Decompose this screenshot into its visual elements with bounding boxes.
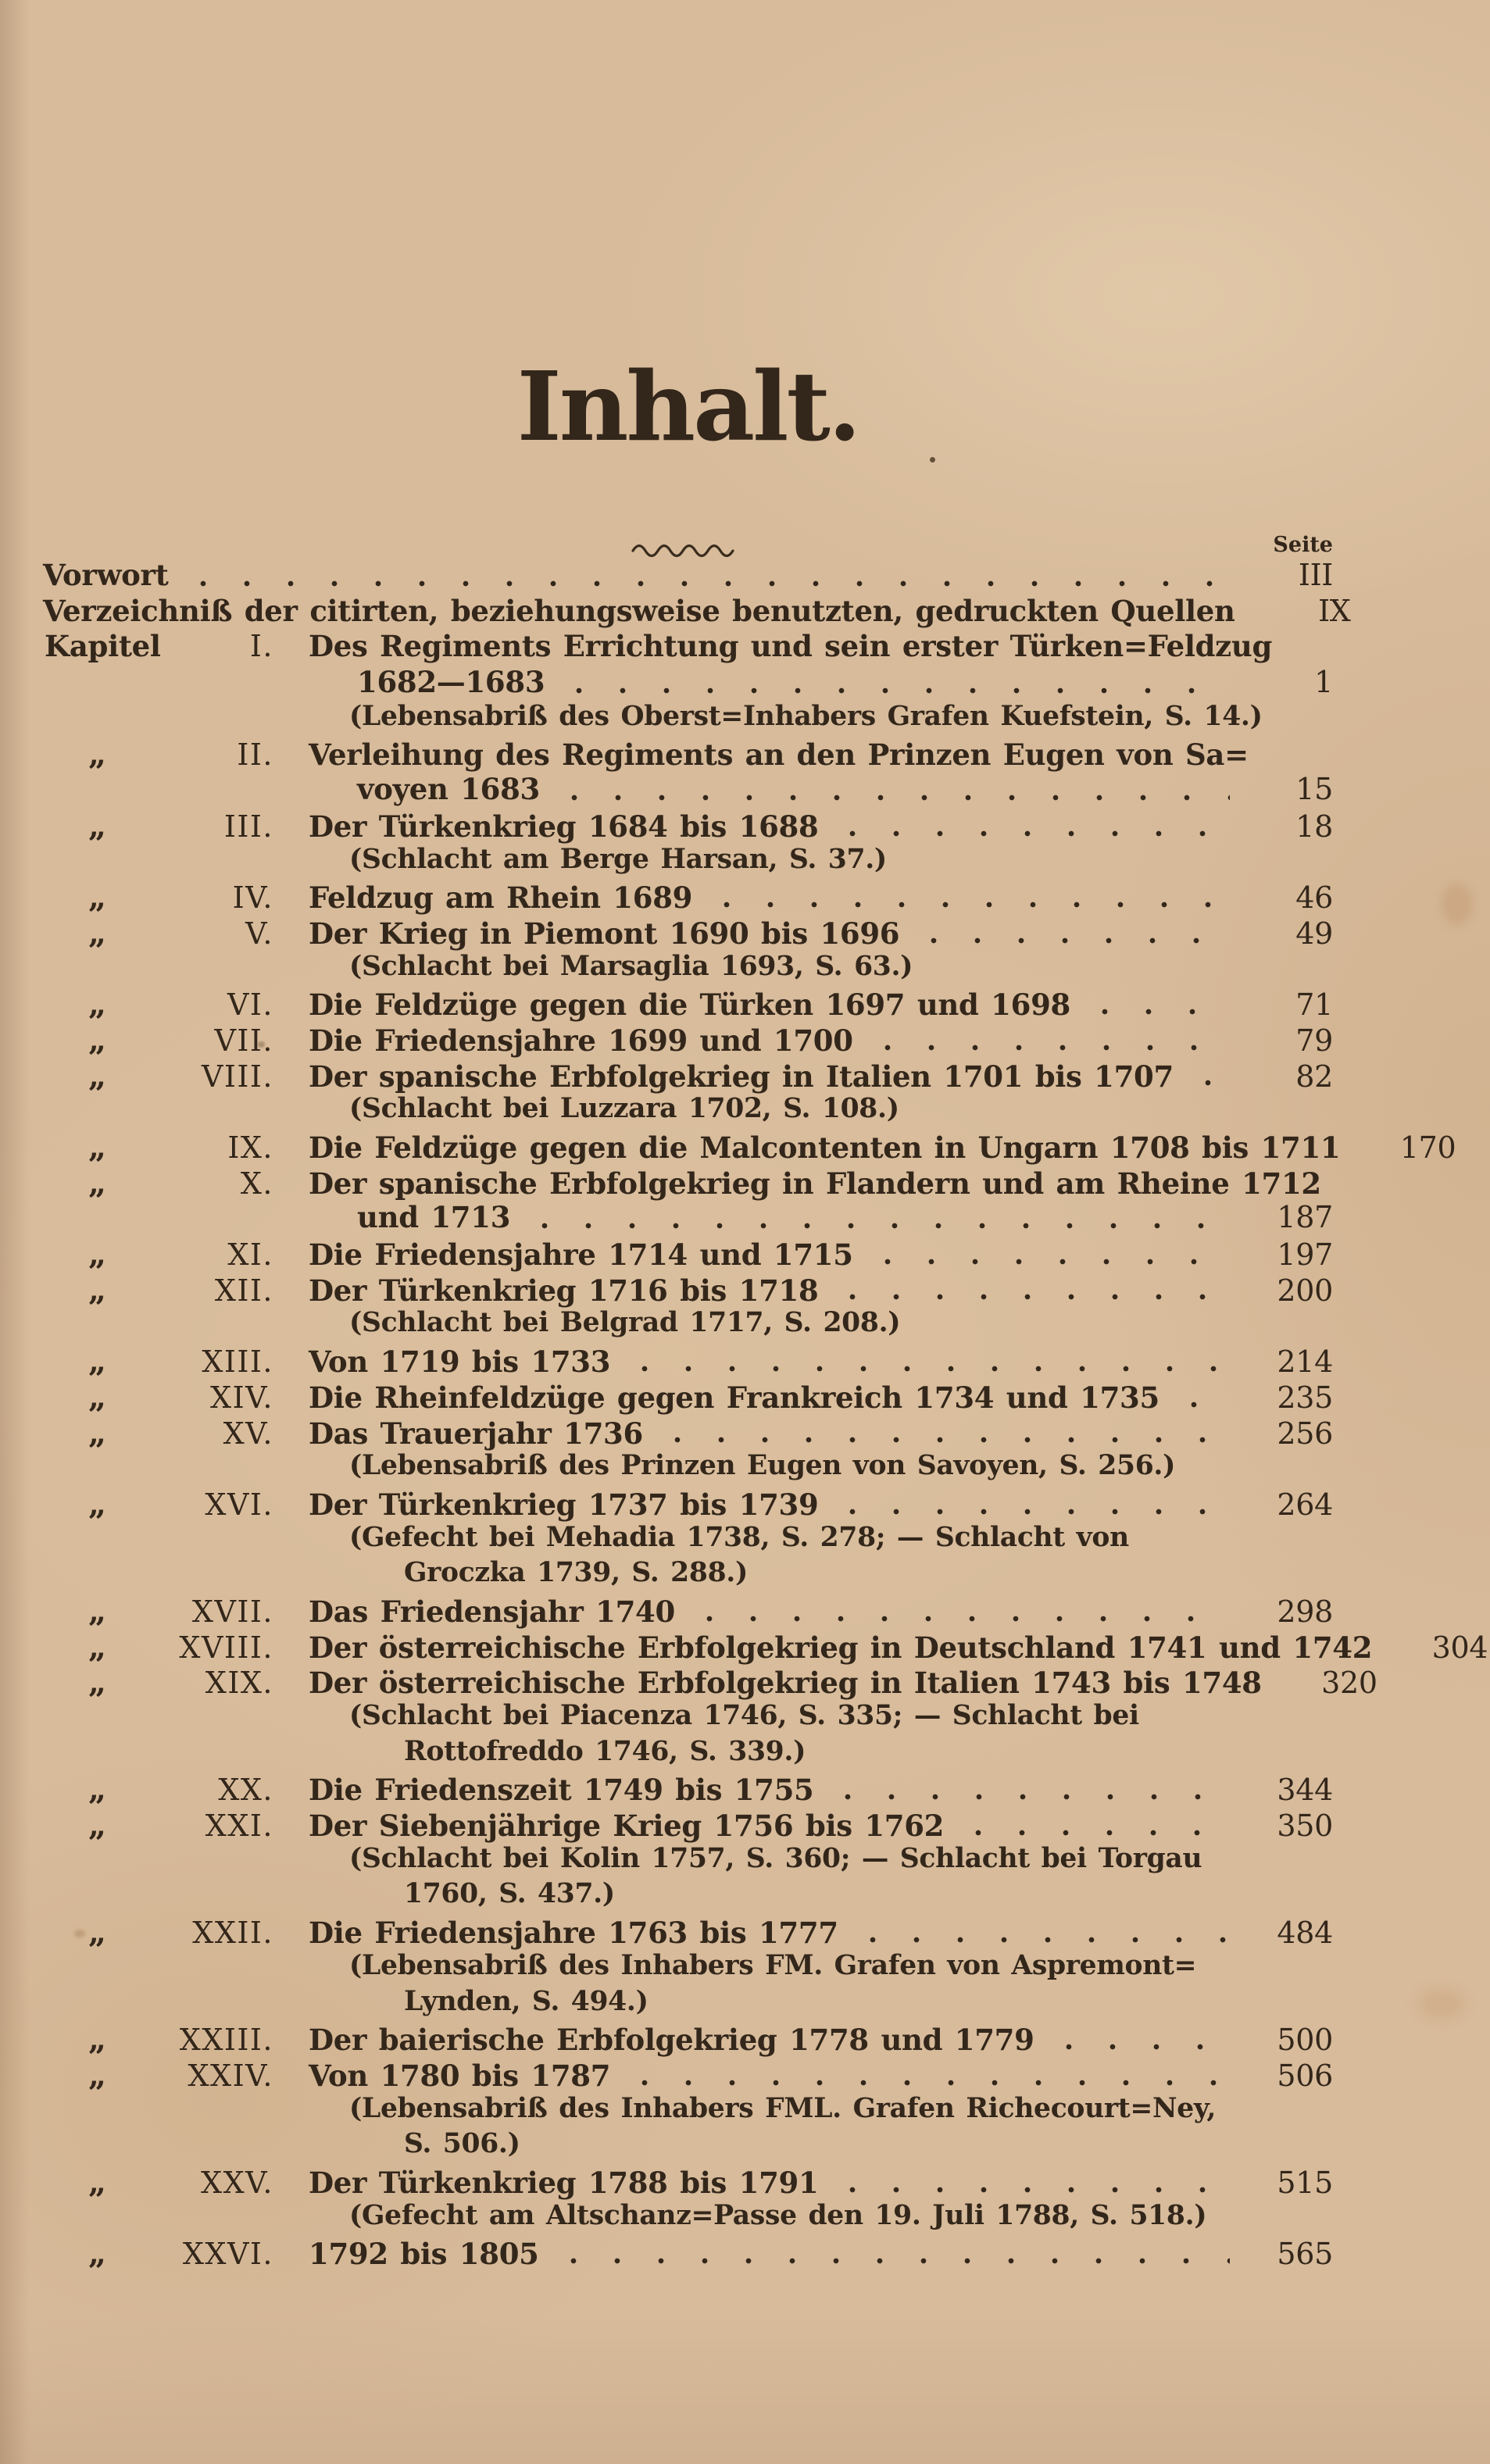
- toc-line: [0, 915, 1490, 951]
- toc-line: [0, 558, 1490, 594]
- dot-leader: [866, 1043, 1230, 1052]
- toc-line-left-column: [43, 879, 273, 916]
- dot-leader: [552, 2256, 1230, 2266]
- chapter-marker: „: [88, 986, 106, 1023]
- toc-line: [0, 1522, 1490, 1558]
- toc-line: [0, 1450, 1490, 1486]
- chapter-numeral: VII.: [214, 1023, 273, 1058]
- entry-text: Der Krieg in Piemont 1690 bis 1696: [309, 916, 900, 951]
- page-number: 1: [1314, 665, 1333, 700]
- dot-leader: [1047, 2042, 1230, 2052]
- page-number: 344: [1277, 1773, 1333, 1808]
- dot-leader: [956, 1828, 1230, 1837]
- chapter-numeral: V.: [245, 916, 273, 951]
- toc-line: [0, 1950, 1490, 1986]
- dot-leader: [1214, 1863, 1230, 1873]
- toc-line-left-column: [43, 2057, 273, 2094]
- entry-text: Von 1719 bis 1733: [309, 1344, 611, 1380]
- entry-text: S. 506.): [404, 2128, 520, 2160]
- dot-leader: [1209, 1971, 1230, 1980]
- page-number: 79: [1295, 1023, 1333, 1058]
- chapter-numeral: XXIV.: [188, 2058, 273, 2093]
- entry-text: und 1713: [357, 1200, 511, 1235]
- toc-line-left-column: [43, 1629, 273, 1666]
- chapter-numeral: XII.: [214, 1273, 273, 1308]
- entry-text: (Schlacht bei Luzzara 1702, S. 108.): [349, 1093, 899, 1125]
- dot-leader: [899, 864, 1230, 873]
- dot-leader: [623, 1364, 1230, 1373]
- page-number: III: [1298, 558, 1333, 592]
- toc-line-left-column: [43, 736, 273, 773]
- entry-text: Der österreichische Erbfolgekrieg in Italien 1743 bis 1748: [309, 1666, 1262, 1701]
- page-number: 304: [1431, 1630, 1488, 1665]
- chapter-marker: „: [88, 2163, 106, 2201]
- page-number: 15: [1295, 772, 1333, 807]
- chapter-numeral: III.: [223, 809, 273, 844]
- dot-leader: [181, 579, 1231, 588]
- entry-text: Feldzug am Rhein 1689: [309, 880, 693, 916]
- toc-line-left-column: [43, 808, 273, 845]
- entry-text: Verleihung des Regiments an den Prinzen Eugen von Sa=: [309, 737, 1249, 773]
- entry-text: Der österreichische Erbfolgekrieg in Deutschland 1741 und 1742: [309, 1630, 1373, 1665]
- toc-line: [0, 2235, 1490, 2271]
- toc-line: [0, 2200, 1490, 2236]
- entry-text: Die Feldzüge gegen die Malcontenten in Ungarn 1708 bis 1711: [309, 1130, 1341, 1165]
- toc-line: [0, 1022, 1490, 1058]
- page-number: 565: [1277, 2237, 1333, 2272]
- toc-line: [0, 665, 1490, 701]
- chapter-numeral: XX.: [218, 1773, 273, 1808]
- dot-leader: [851, 1935, 1230, 1944]
- page-number: 82: [1295, 1059, 1333, 1094]
- toc-line: [0, 986, 1490, 1022]
- entry-text: Von 1780 bis 1787: [309, 2058, 611, 2093]
- page-number: 200: [1277, 1273, 1333, 1308]
- dot-leader: [688, 1614, 1230, 1623]
- toc-line: [0, 736, 1490, 772]
- toc-line: [0, 1557, 1490, 1593]
- entry-text: Der Türkenkrieg 1684 bis 1688: [309, 809, 819, 844]
- entry-text: (Schlacht bei Marsaglia 1693, S. 63.): [349, 950, 913, 982]
- chapter-marker: „: [88, 1628, 106, 1666]
- entry-text: (Schlacht bei Kolin 1757, S. 360; — Schlacht bei Torgau: [349, 1842, 1202, 1874]
- dot-leader: [1186, 1078, 1230, 1087]
- toc-line: [0, 1736, 1490, 1772]
- dot-leader: [1083, 1007, 1230, 1016]
- page-number: 515: [1277, 2165, 1333, 2200]
- chapter-numeral: XVIII.: [179, 1630, 273, 1665]
- dot-leader: [913, 1328, 1230, 1337]
- toc-line: [0, 2128, 1490, 2164]
- toc-line: [0, 1129, 1490, 1165]
- chapter-numeral: XXV.: [201, 2165, 273, 2200]
- chapter-numeral: VIII.: [201, 1059, 273, 1094]
- entry-text: Rottofreddo 1746, S. 339.): [404, 1735, 806, 1767]
- dot-leader: [831, 2185, 1230, 2194]
- entry-text: Die Friedenszeit 1749 bis 1755: [309, 1773, 814, 1808]
- page-number: 235: [1277, 1380, 1333, 1415]
- page-number: 187: [1277, 1200, 1333, 1235]
- page-number: 320: [1321, 1666, 1377, 1701]
- toc-line: [0, 1593, 1490, 1629]
- chapter-marker: „: [88, 1057, 106, 1095]
- entry-text: Die Rheinfeldzüge gegen Frankreich 1734 und 1735: [309, 1380, 1159, 1415]
- chapter-marker: „: [88, 1343, 106, 1380]
- toc-line: [0, 1700, 1490, 1736]
- dot-leader: [831, 1292, 1230, 1302]
- chapter-marker: „: [88, 1378, 106, 1416]
- dot-leader: [705, 900, 1230, 909]
- toc-line-left-column: [43, 2164, 273, 2201]
- chapter-numeral: VI.: [227, 987, 273, 1023]
- chapter-marker: „: [88, 807, 106, 845]
- toc-line: [0, 2164, 1490, 2200]
- dot-leader: [912, 936, 1230, 945]
- chapter-marker: „: [88, 1021, 106, 1059]
- toc-line: [0, 1878, 1490, 1914]
- entry-text: Das Friedensjahr 1740: [309, 1594, 675, 1629]
- toc-line: [0, 808, 1490, 844]
- paper-speck: [258, 1041, 265, 1048]
- toc-line-left-column: [43, 1343, 273, 1380]
- entry-text: Lynden, S. 494.): [404, 1985, 649, 2017]
- chapter-marker: „: [88, 1271, 106, 1309]
- toc-line-left-column: [43, 986, 273, 1023]
- toc-line: [0, 1914, 1490, 1950]
- entry-text: Vorwort: [43, 558, 169, 592]
- dot-leader: [1172, 1400, 1230, 1409]
- entry-text: Der baierische Erbfolgekrieg 1778 und 1779: [309, 2023, 1034, 2058]
- dot-leader: [1219, 2220, 1230, 2230]
- toc-line: [0, 1486, 1490, 1522]
- toc-line: [0, 1379, 1490, 1415]
- dot-leader: [760, 1578, 1230, 1587]
- toc-line: [0, 701, 1490, 737]
- paper-speck: [930, 457, 935, 462]
- paper-stain: [1442, 883, 1473, 925]
- toc-line: [0, 1843, 1490, 1879]
- chapter-marker: Kapitel: [45, 629, 161, 664]
- chapter-marker: „: [88, 1414, 106, 1452]
- toc-line: [0, 2093, 1490, 2129]
- entry-text: Die Feldzüge gegen die Türken 1697 und 1698: [309, 987, 1070, 1023]
- page-number: 256: [1277, 1416, 1333, 1451]
- squiggle-ornament: [630, 542, 739, 558]
- entry-text: Der Türkenkrieg 1716 bis 1718: [309, 1273, 819, 1308]
- dot-leader: [627, 1899, 1230, 1909]
- toc-line: [0, 1200, 1490, 1236]
- entry-text: Der Siebenjährige Krieg 1756 bis 1762: [309, 1809, 945, 1844]
- dot-leader: [1142, 1542, 1230, 1552]
- entry-text: Des Regiments Errichtung und sein erster Türken=Feldzug: [309, 629, 1273, 664]
- chapter-numeral: I.: [249, 629, 273, 664]
- entry-text: (Schlacht am Berge Harsan, S. 37.): [349, 843, 887, 875]
- page-number: IX: [1318, 593, 1351, 628]
- page-number: 214: [1277, 1344, 1333, 1380]
- dot-leader: [523, 1221, 1230, 1230]
- page-number: 18: [1295, 809, 1333, 844]
- toc-line-left-column: [43, 915, 273, 952]
- chapter-numeral: XXI.: [205, 1809, 273, 1844]
- page-number: 197: [1277, 1237, 1333, 1273]
- entry-text: Groczka 1739, S. 288.): [404, 1557, 749, 1589]
- dot-leader: [1152, 1721, 1230, 1730]
- toc-line-left-column: [43, 1272, 273, 1309]
- entry-text: voyen 1683: [357, 772, 540, 807]
- toc-line: [0, 844, 1490, 880]
- toc-line-left-column: [43, 2235, 273, 2272]
- toc-line-left-column: [43, 1379, 273, 1416]
- seite-column-header: Seite: [1273, 533, 1333, 557]
- dot-leader: [623, 2078, 1230, 2087]
- chapter-marker: „: [88, 2021, 106, 2059]
- toc-line-left-column: [43, 2021, 273, 2058]
- dot-leader: [925, 971, 1230, 980]
- chapter-numeral: XXII.: [192, 1916, 273, 1951]
- chapter-numeral: IX.: [227, 1130, 273, 1165]
- page-number: 264: [1277, 1487, 1333, 1522]
- toc-line: [0, 1058, 1490, 1094]
- chapter-marker: „: [88, 1771, 106, 1809]
- chapter-marker: „: [88, 1592, 106, 1630]
- toc-line: [0, 1986, 1490, 2022]
- dot-leader: [1228, 2113, 1230, 2123]
- entry-text: (Lebensabriß des Inhabers FML. Grafen Richecourt=Ney,: [349, 2092, 1217, 2124]
- toc-line: [0, 594, 1490, 630]
- dot-leader: [533, 2149, 1230, 2159]
- chapter-marker: „: [88, 1164, 106, 1202]
- entry-text: Der Türkenkrieg 1788 bis 1791: [309, 2165, 819, 2200]
- toc-line: [0, 879, 1490, 915]
- chapter-marker: „: [88, 1129, 106, 1166]
- chapter-numeral: II.: [237, 737, 273, 773]
- entry-text: Die Friedensjahre 1714 und 1715: [309, 1237, 853, 1273]
- toc-line-left-column: [43, 1022, 273, 1059]
- entry-text: 1682—1683: [357, 665, 545, 700]
- page-number: 71: [1295, 987, 1333, 1023]
- dot-leader: [552, 793, 1230, 802]
- toc-line-left-column: [43, 1236, 273, 1273]
- chapter-numeral: XXVI.: [182, 2237, 273, 2272]
- chapter-marker: „: [88, 736, 106, 773]
- chapter-numeral: XXIII.: [179, 2023, 273, 2058]
- entry-text: Das Trauerjahr 1736: [309, 1416, 643, 1451]
- toc-line: [0, 1771, 1490, 1807]
- chapter-numeral: XI.: [227, 1237, 273, 1273]
- entry-text: Der spanische Erbfolgekrieg in Flandern und am Rheine 1712: [309, 1166, 1321, 1201]
- toc-line: [0, 1664, 1490, 1700]
- toc-list: [0, 558, 1490, 2271]
- entry-text: 1792 bis 1805: [309, 2237, 539, 2272]
- entry-text: (Schlacht bei Belgrad 1717, S. 208.): [349, 1307, 901, 1339]
- toc-line-left-column: [43, 1593, 273, 1630]
- dot-leader: [656, 1435, 1230, 1444]
- entry-text: (Gefecht bei Mehadia 1738, S. 278; — Schlacht von: [349, 1521, 1129, 1553]
- chapter-numeral: XIII.: [202, 1344, 273, 1380]
- toc-line-left-column: [43, 1165, 273, 1202]
- entry-text: (Schlacht bei Piacenza 1746, S. 335; — Schlacht bei: [349, 1700, 1139, 1731]
- chapter-marker: „: [88, 1485, 106, 1523]
- entry-text: (Lebensabriß des Prinzen Eugen von Savoyen, S. 256.): [349, 1450, 1176, 1482]
- dot-leader: [557, 686, 1230, 695]
- toc-line-left-column: [43, 1129, 273, 1166]
- paper-stain: [1418, 1988, 1465, 2019]
- entry-text: (Lebensabriß des Oberst=Inhabers Grafen Kuefstein, S. 14.): [349, 700, 1263, 732]
- toc-line-left-column: [43, 1415, 273, 1452]
- toc-line: [0, 1807, 1490, 1843]
- chapter-numeral: XVI.: [205, 1487, 273, 1522]
- page-number: 49: [1295, 916, 1333, 951]
- toc-line: [0, 1307, 1490, 1343]
- dot-leader: [1188, 1471, 1230, 1480]
- toc-line: [0, 1093, 1490, 1129]
- chapter-marker: „: [88, 1807, 106, 1844]
- page-number: 500: [1277, 2023, 1333, 2058]
- toc-line: [0, 1343, 1490, 1379]
- dot-leader: [826, 1792, 1230, 1802]
- entry-text: Der spanische Erbfolgekrieg in Italien 1701 bis 1707: [309, 1059, 1174, 1094]
- entry-text: Verzeichniß der citirten, beziehungsweise benutzten, gedruckten Quellen: [43, 593, 1235, 628]
- page-number: 298: [1277, 1594, 1333, 1629]
- dot-leader: [661, 2006, 1230, 2016]
- toc-line: [0, 2057, 1490, 2093]
- toc-line: [0, 2021, 1490, 2057]
- page-number: 506: [1277, 2058, 1333, 2093]
- chapter-marker: „: [88, 1664, 106, 1702]
- toc-line-left-column: [43, 1486, 273, 1523]
- chapter-marker: „: [88, 914, 106, 952]
- dot-leader: [912, 1114, 1230, 1123]
- toc-line: [0, 1165, 1490, 1201]
- toc-line: [0, 1236, 1490, 1272]
- entry-text: Der Türkenkrieg 1737 bis 1739: [309, 1487, 819, 1522]
- toc-line: [0, 951, 1490, 987]
- entry-text: Die Friedensjahre 1699 und 1700: [309, 1023, 853, 1058]
- toc-line: [0, 629, 1490, 665]
- chapter-numeral: XVII.: [191, 1594, 273, 1629]
- toc-line: [0, 1272, 1490, 1308]
- toc-line-left-column: [43, 1058, 273, 1095]
- chapter-marker: „: [88, 1914, 106, 1952]
- page-number: 46: [1295, 880, 1333, 916]
- page-number: 484: [1277, 1916, 1333, 1951]
- page-title: Inhalt.: [516, 350, 859, 462]
- chapter-numeral: X.: [240, 1166, 273, 1201]
- toc-line-left-column: [43, 629, 273, 663]
- chapter-numeral: XIX.: [205, 1666, 273, 1701]
- chapter-marker: „: [88, 1236, 106, 1273]
- toc-line-left-column: [43, 1664, 273, 1701]
- toc-line-left-column: [43, 1771, 273, 1808]
- chapter-numeral: IV.: [232, 880, 273, 916]
- dot-leader: [831, 1507, 1230, 1516]
- dot-leader: [818, 1756, 1230, 1766]
- page-number: 170: [1399, 1130, 1456, 1165]
- toc-line: [0, 1629, 1490, 1665]
- dot-leader: [831, 829, 1230, 838]
- page-number: 350: [1277, 1809, 1333, 1844]
- paper-speck: [74, 1930, 85, 1937]
- entry-text: Die Friedensjahre 1763 bis 1777: [309, 1916, 838, 1951]
- toc-line: [0, 1415, 1490, 1451]
- chapter-marker: „: [88, 2235, 106, 2273]
- toc-line-left-column: [43, 1807, 273, 1844]
- entry-text: 1760, S. 437.): [404, 1878, 615, 1910]
- chapter-numeral: XIV.: [210, 1380, 273, 1415]
- chapter-marker: „: [88, 879, 106, 916]
- toc-line: [0, 772, 1490, 808]
- dot-leader: [866, 1257, 1230, 1266]
- entry-text: (Lebensabriß des Inhabers FM. Grafen von Aspremont=: [349, 1949, 1197, 1981]
- chapter-numeral: XV.: [223, 1416, 273, 1451]
- chapter-marker: „: [88, 2056, 106, 2094]
- entry-text: (Gefecht am Altschanz=Passe den 19. Juli 1788, S. 518.): [349, 2199, 1207, 2231]
